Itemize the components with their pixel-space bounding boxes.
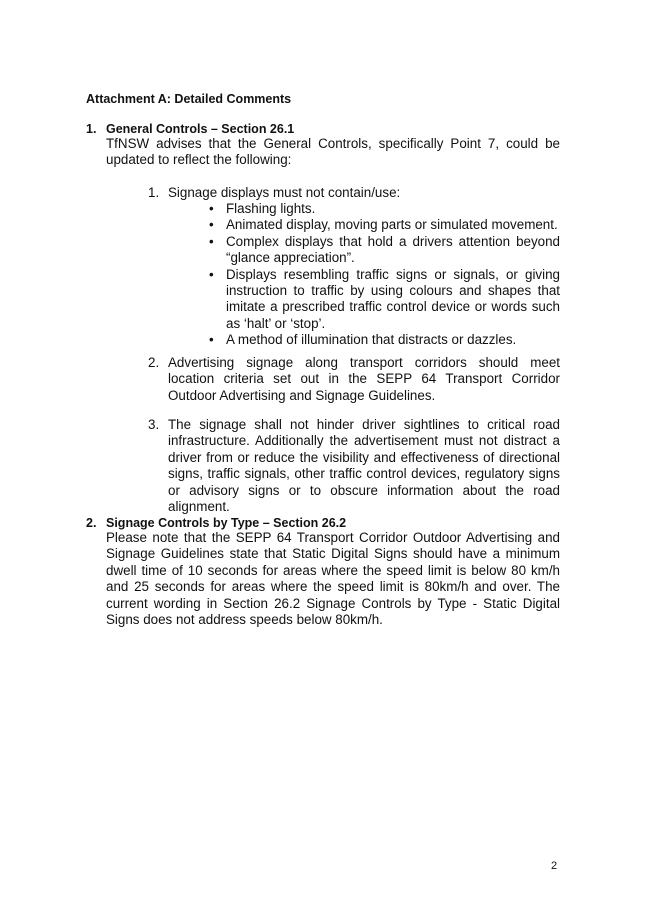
page-heading: Attachment A: Detailed Comments <box>86 92 292 106</box>
section-1-item-1 <box>148 185 560 201</box>
item-2-text: Advertising signage along transport corridors should meet location criteria set out in the SEPP 64 Transport Corridor Outdoor Advertising and Signage Guidelines. <box>168 355 560 403</box>
section-2-title <box>86 516 346 530</box>
bullet-item <box>206 332 560 348</box>
bullet-icon: • <box>209 266 214 282</box>
bullet-text: Complex displays that hold a drivers attention beyond “glance appreciation”. <box>226 233 560 266</box>
section-1-item-3 <box>148 417 560 515</box>
bullet-text: Flashing lights. <box>226 201 316 216</box>
item-1-text: Signage displays must not contain/use: <box>168 185 401 200</box>
section-1-title-text: General Controls – Section 26.1 <box>106 122 295 136</box>
item-1-bullet-list <box>206 201 560 349</box>
bullet-text: Animated display, moving parts or simulated movement. <box>226 217 558 233</box>
bullet-text: A method of illumination that distracts or dazzles. <box>226 332 517 348</box>
section-1-item-2 <box>148 355 560 404</box>
bullet-item <box>206 217 560 233</box>
section-2-body: Please note that the SEPP 64 Transport Corridor Outdoor Advertising and Signage Guidelines state that Static Digital Signs should have a minimum dwell time of 10 seconds for areas where the speed limit is below 80 km/h and 25 seconds for areas where the speed limit is 80km/h and over. The current wording in Section 26.2 Signage Controls by Type - Static Digital Signs does not address speeds below 80km/h. <box>106 530 560 628</box>
item-1-number: 1. <box>148 185 160 200</box>
bullet-item <box>206 201 560 217</box>
bullet-icon: • <box>209 201 214 216</box>
section-2-title-text: Signage Controls by Type – Section 26.2 <box>106 516 347 530</box>
bullet-icon: • <box>209 233 214 249</box>
page-number: 2 <box>551 860 558 872</box>
section-1-intro: TfNSW advises that the General Controls, specifically Point 7, could be updated to reflect the following: <box>106 136 560 168</box>
section-1-title <box>86 122 294 136</box>
bullet-item <box>206 234 560 267</box>
item-2-number: 2. <box>148 355 160 370</box>
bullet-item <box>206 267 560 333</box>
item-3-number: 3. <box>148 417 160 432</box>
section-1-number: 1. <box>86 122 97 136</box>
bullet-text: Displays resembling traffic signs or signals, or giving instruction to traffic by using colours and shapes that imitate a prescribed traffic control device or words such as ‘halt’ or ‘stop’. <box>226 266 560 331</box>
section-2-number: 2. <box>86 516 97 530</box>
bullet-icon: • <box>209 217 214 233</box>
item-3-text: The signage shall not hinder driver sightlines to critical road infrastructure. Additionally the advertisement must not distract a driver from or reduce the visibility and effectiveness of directional signs, traffic signals, other traffic control devices, regulatory signs or advisory signs or to obscure information about the road alignment. <box>168 417 560 515</box>
bullet-icon: • <box>209 332 214 348</box>
